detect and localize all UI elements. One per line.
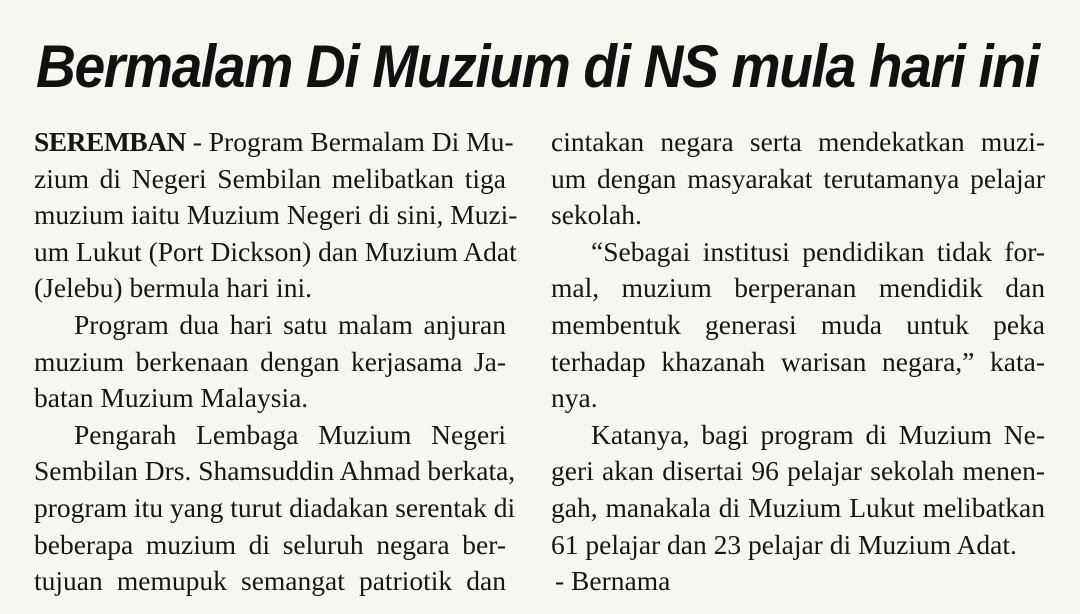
paragraph-line bbox=[34, 124, 514, 161]
paragraph-line: Program dua hari satu malam anjuran bbox=[74, 308, 506, 340]
paragraph-line: geri akan disertai 96 pelajar sekolah menen- bbox=[551, 455, 1045, 487]
paragraph-line: program itu yang turut diadakan serentak di bbox=[34, 491, 516, 523]
paragraph-line: terhadap khazanah warisan negara,” kata- bbox=[551, 345, 1045, 377]
paragraph-line: Sembilan Drs. Shamsuddin Ahmad berkata, bbox=[34, 455, 516, 487]
paragraph-line: 61 pelajar dan 23 pelajar di Muzium Adat. bbox=[551, 528, 1017, 560]
paragraph-line: gah, manakala di Muzium Lukut melibatkan bbox=[551, 491, 1045, 523]
paragraph-line: beberapa muzium di seluruh negara ber- bbox=[34, 528, 506, 560]
paragraph-line: um dengan masyarakat terutamanya pelajar bbox=[551, 162, 1045, 194]
paragraph-line: membentuk generasi muda untuk peka bbox=[551, 308, 1045, 340]
paragraph-line: mal, muzium berperanan mendidik dan bbox=[551, 272, 1045, 304]
paragraph-line: “Sebagai institusi pendidikan tidak for- bbox=[591, 235, 1045, 267]
paragraph-line: (Jelebu) bermula hari ini. bbox=[34, 272, 312, 304]
paragraph-line: batan Muzium Malaysia. bbox=[34, 382, 309, 414]
paragraph-line: tujuan memupuk semangat patriotik dan bbox=[34, 565, 506, 597]
paragraph-line: zium di Negeri Sembilan melibatkan tiga bbox=[34, 162, 506, 194]
byline-credit: - Bernama bbox=[555, 565, 671, 597]
dateline: SEREMBAN bbox=[34, 126, 186, 157]
paragraph-line: Pengarah Lembaga Muzium Negeri bbox=[74, 418, 506, 450]
paragraph-line: sekolah. bbox=[551, 199, 642, 231]
paragraph-line: muzium berkenaan dengan kerjasama Ja- bbox=[34, 345, 506, 377]
paragraph-line: cintakan negara serta mendekatkan muzi- bbox=[551, 126, 1045, 157]
paragraph-line: Katanya, bagi program di Muzium Ne- bbox=[591, 418, 1045, 450]
headline: Bermalam Di Muzium di NS mula hari ini bbox=[36, 33, 1039, 100]
article-column-right bbox=[551, 124, 1045, 600]
line-text: - Program Bermalam Di Mu- bbox=[192, 126, 514, 157]
paragraph-line: nya. bbox=[551, 382, 598, 414]
paragraph-line: um Lukut (Port Dickson) dan Muzium Adat bbox=[34, 235, 517, 267]
paragraph-line: muzium iaitu Muzium Negeri di sini, Muzi- bbox=[34, 199, 518, 231]
article-column-left bbox=[34, 124, 518, 600]
